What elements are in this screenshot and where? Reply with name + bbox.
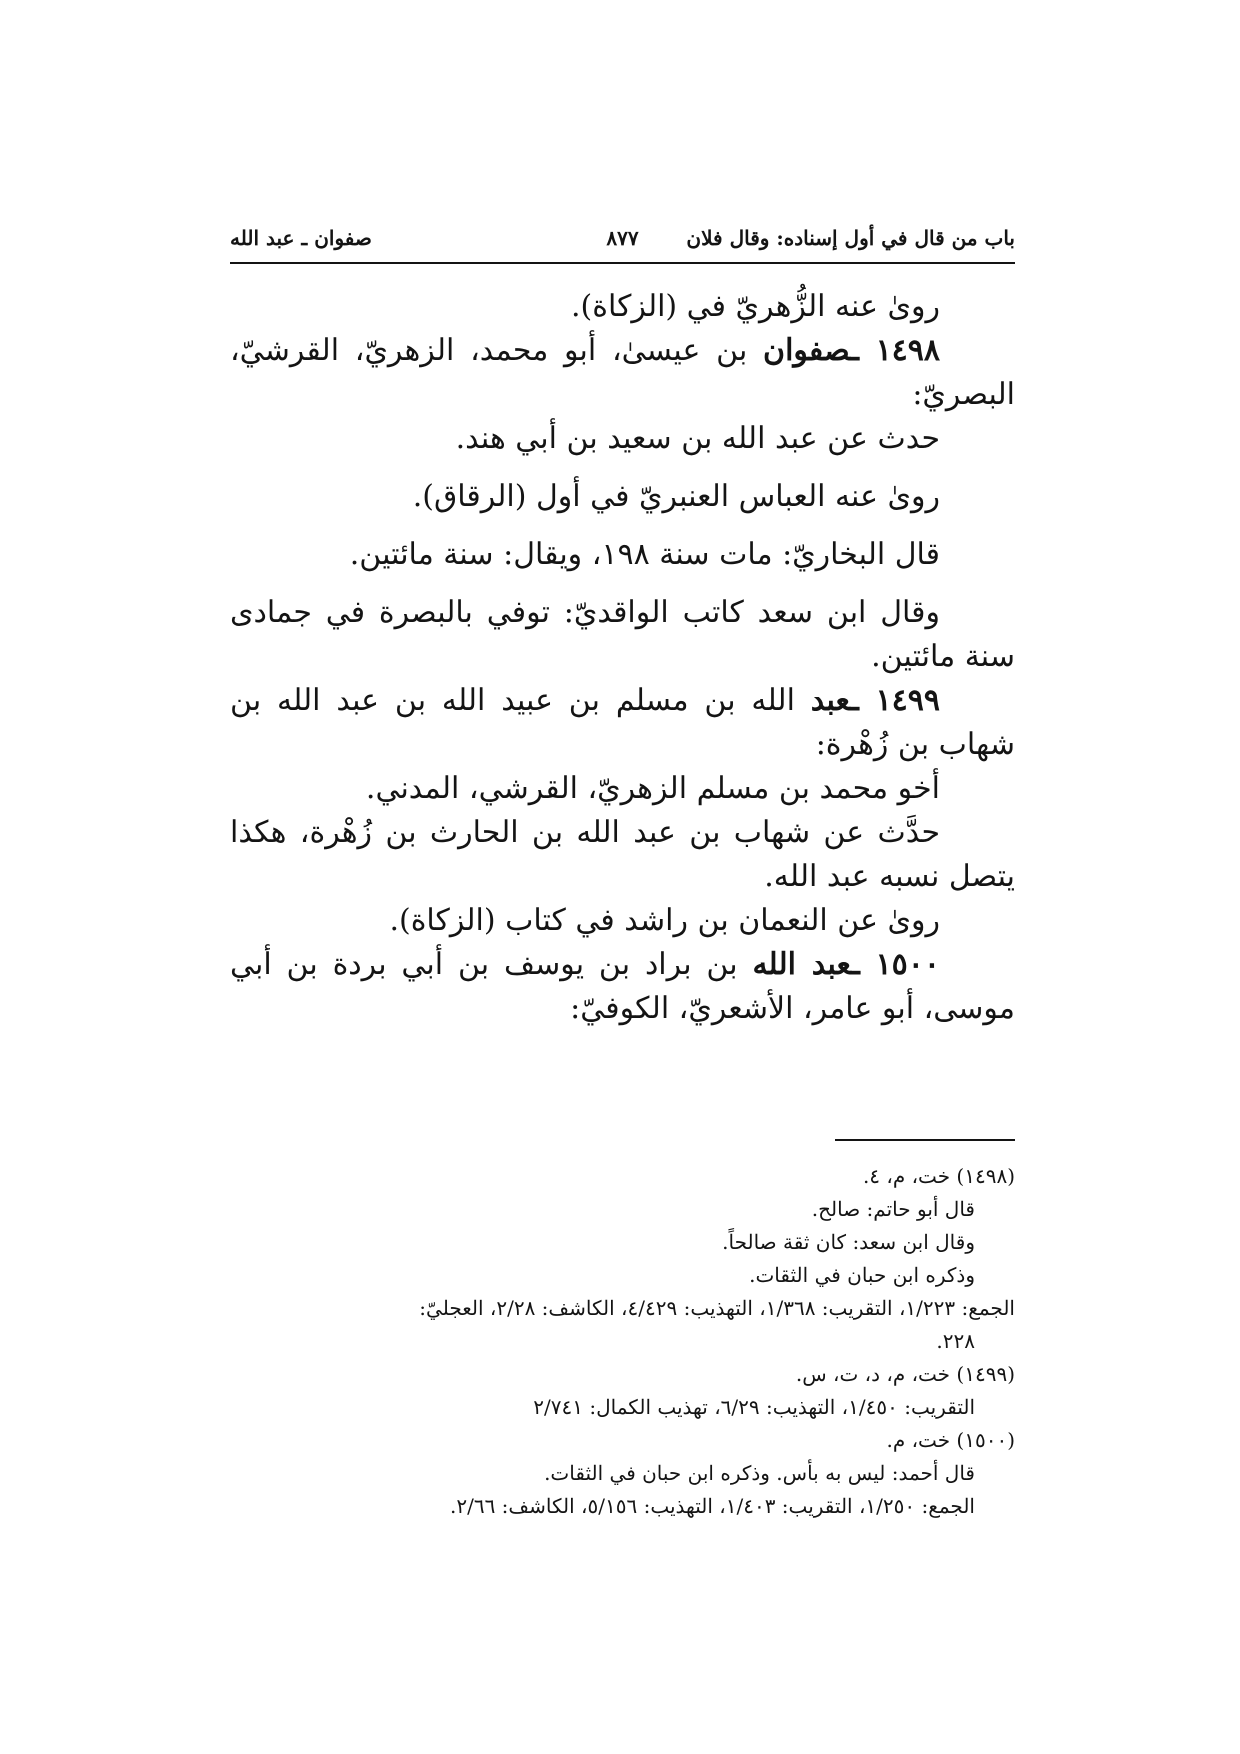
footnote-line: وقال ابن سعد: كان ثقة صالحاً. bbox=[722, 1230, 975, 1254]
entry-1500 bbox=[230, 943, 1015, 1031]
footnote-line: ٢٢٨. bbox=[936, 1329, 975, 1353]
footnote-line: وذكره ابن حبان في الثقات. bbox=[749, 1263, 975, 1287]
entry-name: عبد bbox=[810, 683, 851, 718]
entry-number: ١٤٩٨ ـ bbox=[850, 333, 941, 368]
footnote-1500-head: (١٥٠٠) خت، م. bbox=[886, 1428, 1015, 1452]
line-narrated-from: حدث عن عبد الله بن سعيد بن أبي هند. bbox=[455, 421, 940, 456]
header-chapter-title: باب من قال في أول إسناده: وقال فلان bbox=[686, 226, 1015, 250]
header-section-range: صفوان ـ عبد الله bbox=[230, 226, 372, 250]
line-narrated-zakat: رویٰ عنه الزُّهريّ في (الزكاة). bbox=[571, 289, 940, 324]
running-header bbox=[230, 222, 1015, 264]
entry-1499 bbox=[230, 679, 1015, 767]
entry-number: ١٥٠٠ ـ bbox=[850, 947, 940, 982]
footnote-line: الجمع: ١/٢٢٣، التقريب: ١/٣٦٨، التهذيب: ٤/٤٢٩، الكاشف: ٢/٢٨، العجليّ: bbox=[419, 1296, 1015, 1320]
header-divider bbox=[230, 262, 1015, 264]
entry-1498 bbox=[230, 329, 1015, 417]
footnote-line: الجمع: ١/٢٥٠، التقريب: ١/٤٠٣، التهذيب: ٥/١٥٦، الكاشف: ٢/٦٦. bbox=[450, 1494, 975, 1518]
footnote-line: قال أحمد: ليس به بأس. وذكره ابن حبان في الثقات. bbox=[544, 1461, 975, 1485]
entry-name: صفوان bbox=[763, 333, 851, 368]
line-narrated-by: رویٰ عنه العباس العنبريّ في أول (الرقاق). bbox=[412, 479, 940, 514]
footnote-divider bbox=[835, 1139, 1015, 1141]
entry-description: الله بن مسلم بن عبيد الله بن عبد الله بن شهاب بن زُهْرة: bbox=[230, 683, 1015, 762]
footnote-1498-head: (١٤٩٨) خت، م، ٤. bbox=[862, 1164, 1015, 1188]
footnote-line: التقريب: ١/٤٥٠، التهذيب: ٦/٢٩، تهذيب الكمال: ٢/٧٤١ bbox=[533, 1395, 975, 1419]
footnote-line: قال أبو حاتم: صالح. bbox=[811, 1197, 975, 1221]
main-text bbox=[230, 285, 1015, 1031]
entry-number: ١٤٩٩ ـ bbox=[850, 683, 940, 718]
line-brother-of: أخو محمد بن مسلم الزهريّ، القرشي، المدني. bbox=[365, 771, 940, 806]
line-ibn-saad: وقال ابن سعد كاتب الواقديّ: توفي بالبصرة في جمادى سنة مائتين. bbox=[230, 595, 1015, 674]
entry-description: بن براد بن يوسف بن أبي بردة بن أبي موسى، أبو عامر، الأشعريّ، الكوفيّ: bbox=[230, 947, 1015, 1026]
entry-name: عبد الله bbox=[752, 947, 851, 982]
entry-description: بن عيسىٰ، أبو محمد، الزهريّ، القرشيّ، البصريّ: bbox=[230, 333, 1015, 412]
line-bukhari-death: قال البخاريّ: مات سنة ١٩٨، ويقال: سنة مائتين. bbox=[349, 537, 940, 572]
line-narrated-numan: روىٰ عن النعمان بن راشد في كتاب (الزكاة). bbox=[389, 903, 940, 938]
line-lineage: حدَّث عن شهاب بن عبد الله بن الحارث بن زُهْرة، هكذا يتصل نسبه عبد الله. bbox=[230, 815, 1015, 894]
page-number: ٨٧٧ bbox=[606, 226, 639, 250]
footnotes bbox=[205, 1160, 1015, 1523]
footnote-1499-head: (١٤٩٩) خت، م، د، ت، س. bbox=[795, 1362, 1015, 1386]
